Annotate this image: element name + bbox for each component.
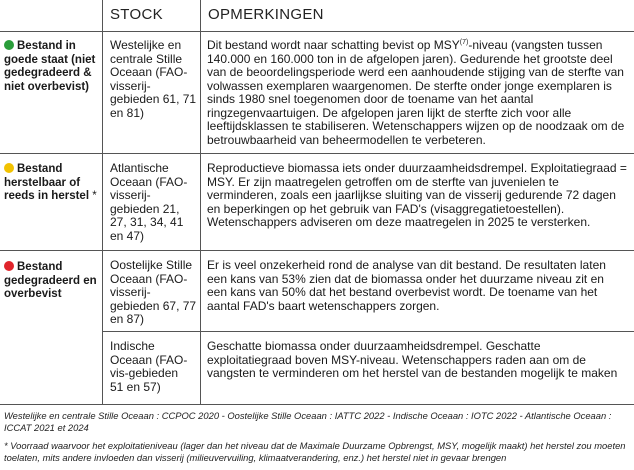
table-bottom-rule — [0, 404, 634, 405]
asterisk-note: * — [92, 190, 97, 202]
row-divider-3 — [102, 331, 634, 332]
asterisk-footnote: * Voorraad waarvoor het exploitatieniveau (lager dan het niveau dat de Maximale Duurzame Opbrengst, MSY, mogelijk maakt) het herstel zou moeten toelaten, mits andere invloeden dan visserij (milieuvervuiling, klimaatverandering, enz.) het herstel niet in gevaar brengen — [4, 440, 626, 463]
stock-remark: Dit bestand wordt naar schatting bevist op MSY$^{(7)}$-niveau (vangsten tussen 140.000 en 160.000 ton in de afgelopen jaren). Gedurende het grootste deel van de beoordelingsperiode werd een aanhoudende stijging van de sterfte van volwassen exemplaren waargenomen. De sterfte onder jonge exemplaren is sinds 1980 snel toegenomen door de toename van het aantal ringzegenvaartuigen. De afgelopen jaren lijkt de sterfte zich voor alle leeftijdsklassen te stabiliseren. Wetenschappers wijzen op de noodzaak om de betrouwbaarheid van beheermodellen te verbeteren. — [207, 38, 625, 147]
status-label: Bestand gedegradeerd en overbevist — [4, 261, 97, 300]
status-label: Bestand in goede staat (niet gedegradeerd & niet overbevist) — [4, 40, 96, 93]
stock-name: Westelijke en centrale Stille Oceaan (FAO-visserij-gebieden 61, 71 en 81) — [110, 38, 197, 120]
stock-name: Indische Oceaan (FAO-vis-gebieden 51 en 57) — [110, 339, 188, 394]
yellow-status-dot — [4, 163, 14, 173]
stock-remark: Reproductieve biomassa iets onder duurzaamheidsdrempel. Exploitatiegraad = MSY. Er zijn maatregelen getroffen om de sterfte van juvenielen te verminderen, zoals een jaarlijkse sluiting van de visserij gedurende 72 dagen en beperkingen op het gebruik van FAD's (visaggregatietoestellen). Wetenschappers adviseren om deze maatregelen in 2025 te versterken. — [207, 161, 627, 229]
header-stock: STOCK — [110, 6, 163, 23]
row-divider-2 — [0, 250, 634, 251]
row-divider-header — [0, 31, 634, 32]
column-divider-2 — [200, 0, 201, 405]
red-status-dot — [4, 261, 14, 271]
header-remarks: OPMERKINGEN — [208, 6, 324, 23]
column-divider-1 — [102, 0, 103, 405]
green-status-dot — [4, 40, 14, 50]
row-divider-1 — [0, 153, 634, 154]
stock-remark: Er is veel onzekerheid rond de analyse van dit bestand. De resultaten laten een kans van 53% zien dat de biomassa onder het duurzame niveau zit en een kans van 50% dat het bestand overbevist wordt. De toename van het aantal FAD's baart wetenschappers zorgen. — [207, 258, 606, 313]
sources-footnote: Westelijke en centrale Stille Oceaan : CCPOC 2020 - Oostelijke Stille Oceaan : IATTC 2022 - Indische Oceaan : IOTC 2022 - Atlantische Oceaan : ICCAT 2021 et 2024 — [4, 410, 612, 433]
status-label: Bestand herstelbaar of reeds in herstel * — [4, 163, 97, 202]
stock-name: Atlantische Oceaan (FAO-visserij-gebieden 21, 27, 31, 34, 41 en 47) — [110, 161, 188, 243]
stock-name: Oostelijke Stille Oceaan (FAO-visserij-gebieden 67, 77 en 87) — [110, 258, 197, 326]
stock-remark: Geschatte biomassa onder duurzaamheidsdrempel. Geschatte exploitatiegraad boven MSY-niveau. Wetenschappers raden aan om de vangsten te verminderen om het herstel van de bestanden mogelijk te maken — [207, 339, 618, 380]
